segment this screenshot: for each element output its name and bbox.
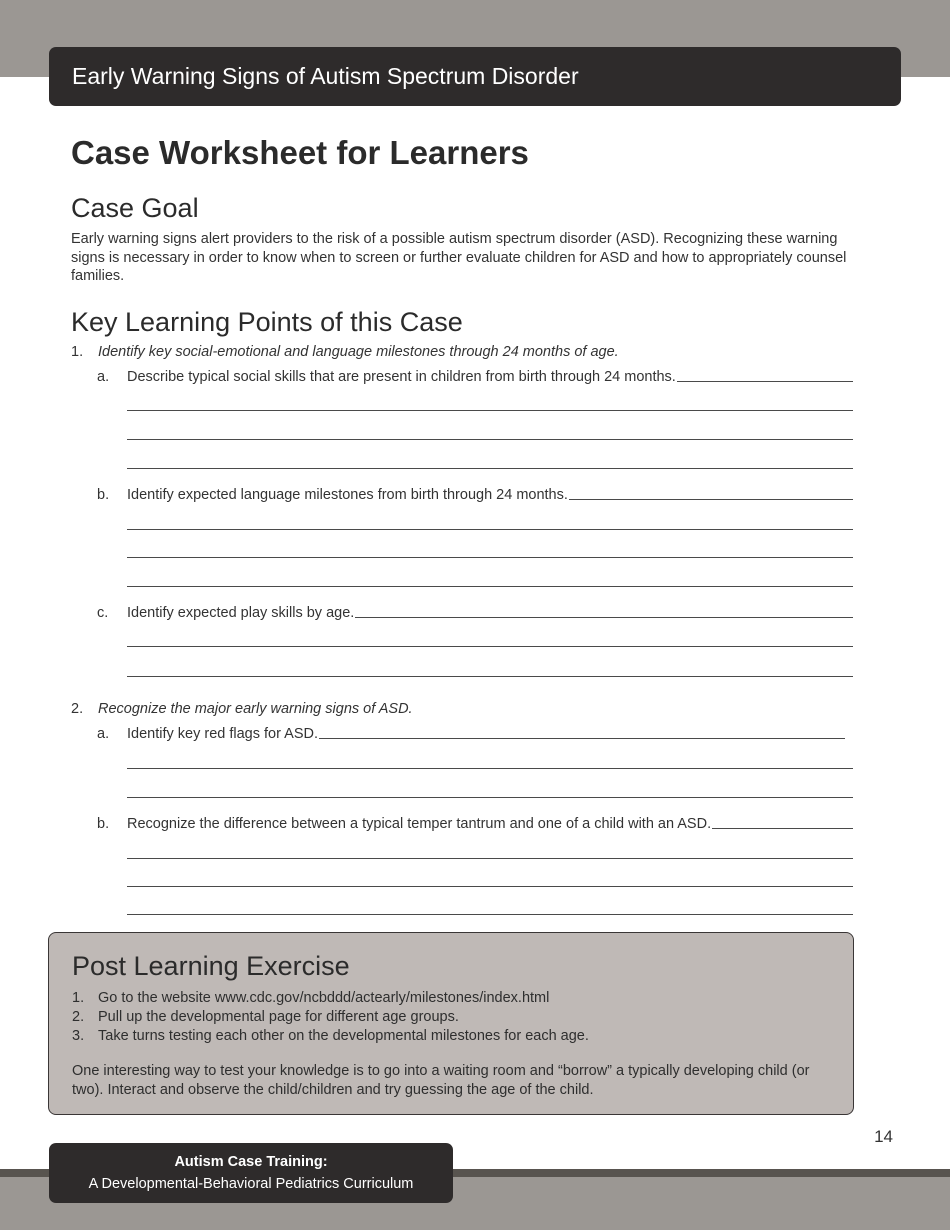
question-text: Identify key red flags for ASD. [127, 726, 319, 742]
answer-blank[interactable] [677, 369, 853, 382]
objective-text: Recognize the major early warning signs of ASD. [98, 701, 413, 717]
question-text: Identify expected language milestones from birth through 24 months. [127, 487, 568, 503]
key-points-heading: Key Learning Points of this Case [71, 307, 463, 337]
answer-line[interactable] [127, 410, 853, 411]
answer-blank[interactable] [355, 605, 853, 618]
header-title: Early Warning Signs of Autism Spectrum Disorder [72, 63, 579, 89]
answer-line[interactable] [127, 468, 853, 469]
answer-line[interactable] [127, 529, 853, 530]
case-goal-text: Early warning signs alert providers to the risk of a possible autism spectrum disorder (ASD). Recognizing these warning signs is necessary in order to know when to screen or further evaluate children for ASD and how to appropriately counsel families. [71, 231, 847, 284]
question-text: Identify expected play skills by age. [127, 605, 355, 621]
objective-2 [71, 701, 413, 717]
answer-line[interactable] [127, 586, 853, 587]
header-bar [49, 47, 901, 106]
answer-line[interactable] [127, 914, 853, 915]
answer-line[interactable] [127, 676, 853, 677]
question-1a [97, 369, 853, 385]
post-learning-heading: Post Learning Exercise [72, 951, 350, 981]
question-letter: a. [97, 369, 110, 385]
list-item [72, 989, 589, 1008]
question-letter: a. [97, 726, 110, 742]
post-learning-steps [72, 989, 589, 1046]
answer-line[interactable] [127, 439, 853, 440]
answer-line[interactable] [127, 646, 853, 647]
step-number: 2. [72, 1009, 85, 1025]
list-item [72, 1008, 589, 1027]
question-letter: b. [97, 487, 110, 503]
question-2a [97, 726, 845, 742]
list-item [72, 1027, 589, 1046]
footer-box [49, 1143, 453, 1203]
objective-text: Identify key social-emotional and language milestones through 24 months of age. [98, 344, 619, 360]
question-1b [97, 487, 853, 503]
answer-blank[interactable] [569, 487, 853, 500]
objective-number: 2. [71, 701, 84, 717]
post-learning-note: One interesting way to test your knowledge is to go into a waiting room and “borrow” a typically developing child (or two). Interact and observe the child/children and try guessing the age of the child. [72, 1063, 810, 1098]
answer-line[interactable] [127, 768, 853, 769]
page-number: 14 [874, 1127, 893, 1146]
footer-subtitle: A Developmental-Behavioral Pediatrics Curriculum [88, 1176, 414, 1192]
answer-line[interactable] [127, 886, 853, 887]
footer-title: Autism Case Training: [174, 1154, 328, 1170]
post-learning-box [48, 932, 854, 1115]
question-1c [97, 605, 853, 621]
objective-1 [71, 344, 619, 360]
step-text: Take turns testing each other on the developmental milestones for each age. [98, 1028, 589, 1044]
question-text: Recognize the difference between a typical temper tantrum and one of a child with an ASD. [127, 816, 712, 832]
question-letter: c. [97, 605, 109, 621]
answer-line[interactable] [127, 797, 853, 798]
answer-line[interactable] [127, 557, 853, 558]
step-text: Pull up the developmental page for different age groups. [98, 1009, 459, 1025]
answer-blank[interactable] [319, 726, 845, 739]
case-goal-heading: Case Goal [71, 193, 199, 223]
step-text: Go to the website www.cdc.gov/ncbddd/actearly/milestones/index.html [98, 990, 550, 1006]
question-text: Describe typical social skills that are present in children from birth through 24 months. [127, 369, 676, 385]
question-2b [97, 816, 853, 832]
step-number: 1. [72, 990, 85, 1006]
page-title: Case Worksheet for Learners [71, 134, 529, 171]
question-letter: b. [97, 816, 110, 832]
objective-number: 1. [71, 344, 84, 360]
answer-line[interactable] [127, 858, 853, 859]
answer-blank[interactable] [712, 816, 853, 829]
step-number: 3. [72, 1028, 85, 1044]
